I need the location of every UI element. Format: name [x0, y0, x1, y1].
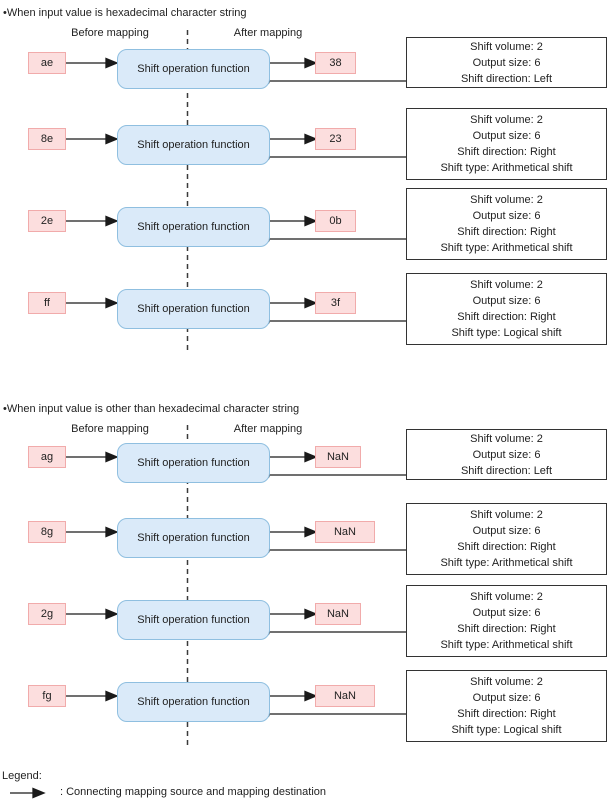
section2-connectors	[66, 453, 406, 718]
shift-parameters-box	[406, 37, 607, 88]
shift-operation-function-box: Shift operation function	[117, 443, 270, 483]
param-line: Output size: 6	[472, 525, 541, 537]
param-line: Output size: 6	[472, 210, 541, 222]
param-line: Shift type: Logical shift	[451, 327, 562, 339]
input-value-box: 2g	[28, 603, 66, 625]
param-line: Shift volume: 2	[470, 591, 543, 603]
param-line: Shift direction: Right	[457, 311, 556, 323]
shift-operation-function-box: Shift operation function	[117, 125, 270, 165]
output-value-box: 38	[315, 52, 356, 74]
input-value-box: ag	[28, 446, 66, 468]
shift-operation-function-box: Shift operation function	[117, 289, 270, 329]
output-value-box: NaN	[315, 521, 375, 543]
shift-operation-function-box: Shift operation function	[117, 518, 270, 558]
shift-parameters-box	[406, 429, 607, 480]
arrowhead-icon	[106, 528, 117, 537]
shift-operation-function-box: Shift operation function	[117, 600, 270, 640]
param-line: Shift direction: Right	[457, 226, 556, 238]
param-line: Shift volume: 2	[470, 40, 543, 53]
param-line: Shift type: Arithmetical shift	[440, 162, 573, 174]
param-line: Shift direction: Right	[457, 541, 556, 553]
legend-arrow-label: : Connecting mapping source and mapping destination	[60, 786, 327, 798]
output-value-box: NaN	[315, 446, 361, 468]
shift-parameters-box	[406, 585, 607, 657]
param-line: Shift type: Logical shift	[451, 724, 562, 736]
input-value-box: fg	[28, 685, 66, 707]
arrowhead-icon	[106, 59, 117, 68]
section1-title: •When input value is hexadecimal character string	[3, 7, 247, 19]
param-line: Shift type: Arithmetical shift	[440, 557, 573, 569]
arrowhead-icon	[106, 135, 117, 144]
shift-parameters-box	[406, 188, 607, 260]
param-line: Shift direction: Left	[460, 72, 553, 85]
param-line: Shift direction: Right	[457, 146, 556, 158]
output-value-box: NaN	[315, 685, 375, 707]
arrowhead-icon	[33, 789, 44, 798]
shift-operation-function-box: Shift operation function	[117, 682, 270, 722]
param-line: Shift type: Arithmetical shift	[440, 242, 573, 254]
legend-arrow-icon	[10, 789, 44, 798]
shift-operation-function-box: Shift operation function	[117, 207, 270, 247]
param-line: Shift type: Arithmetical shift	[440, 639, 573, 651]
param-line: Output size: 6	[472, 130, 541, 142]
input-value-box: 2e	[28, 210, 66, 232]
output-value-box: NaN	[315, 603, 361, 625]
arrowhead-icon	[106, 453, 117, 462]
param-line: Shift direction: Left	[460, 464, 553, 477]
shift-parameters-box	[406, 273, 607, 345]
section2-before-mapping-label: Before mapping	[71, 423, 149, 435]
output-value-box: 0b	[315, 210, 356, 232]
param-line: Shift volume: 2	[470, 114, 543, 126]
output-value-box: 3f	[315, 292, 356, 314]
param-line: Shift volume: 2	[470, 509, 543, 521]
shift-operation-function-box: Shift operation function	[117, 49, 270, 89]
arrowhead-icon	[106, 692, 117, 701]
param-line: Shift volume: 2	[470, 676, 543, 688]
input-value-box: ff	[28, 292, 66, 314]
param-line: Shift volume: 2	[470, 194, 543, 206]
shift-parameters-box	[406, 108, 607, 180]
section1-after-mapping-label: After mapping	[233, 27, 303, 39]
section1-connectors	[66, 59, 406, 325]
param-line: Shift volume: 2	[470, 432, 543, 445]
legend-title: Legend:	[2, 770, 42, 782]
arrowhead-icon	[106, 610, 117, 619]
param-line: Shift direction: Right	[457, 623, 556, 635]
param-line: Shift direction: Right	[457, 708, 556, 720]
arrowhead-icon	[106, 299, 117, 308]
section1-before-mapping-label: Before mapping	[71, 27, 149, 39]
section2-after-mapping-label: After mapping	[233, 423, 303, 435]
section2-title: •When input value is other than hexadecimal character string	[3, 403, 300, 415]
shift-parameters-box	[406, 670, 607, 742]
shift-parameters-box	[406, 503, 607, 575]
param-line: Output size: 6	[472, 448, 541, 461]
param-line: Output size: 6	[472, 692, 541, 704]
input-value-box: 8e	[28, 128, 66, 150]
param-line: Output size: 6	[472, 607, 541, 619]
input-value-box: 8g	[28, 521, 66, 543]
input-value-box: ae	[28, 52, 66, 74]
param-line: Shift volume: 2	[470, 279, 543, 291]
arrowhead-icon	[106, 217, 117, 226]
param-line: Output size: 6	[472, 56, 541, 69]
param-line: Output size: 6	[472, 295, 541, 307]
output-value-box: 23	[315, 128, 356, 150]
